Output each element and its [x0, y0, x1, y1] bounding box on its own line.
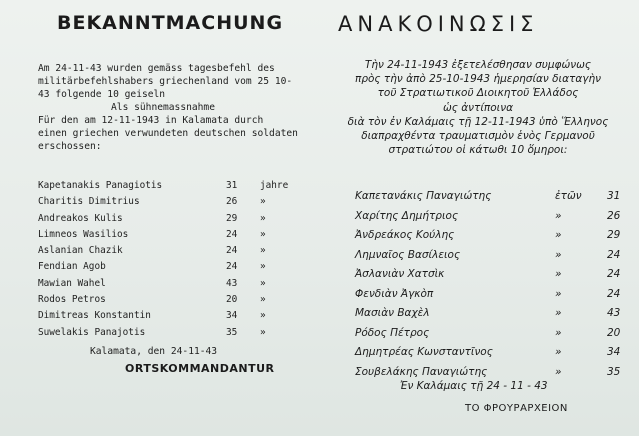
hostage-name: Σουβελάκης Παναγιώτης: [355, 365, 488, 378]
list-item: [38, 229, 298, 245]
list-item: [38, 327, 298, 343]
hostage-age: 43: [226, 277, 238, 289]
list-item: [38, 310, 298, 326]
list-item: [355, 268, 625, 288]
ditto-mark: »: [555, 346, 562, 358]
list-item: [38, 245, 298, 261]
hostage-age: 20: [607, 326, 621, 339]
german-intro-line: militärbefehlshabers griechenland vom 25 10-: [38, 76, 293, 87]
german-intro-line: 43 folgende 10 geiseln: [38, 89, 166, 100]
greek-place-date: Ἐν Καλάμαις τῇ 24 - 11 - 43: [400, 380, 548, 392]
hostage-age: 24: [226, 228, 238, 240]
hostage-name: Χαρίτης Δημήτριος: [355, 209, 459, 222]
ditto-mark: »: [555, 307, 562, 319]
ditto-mark: »: [555, 326, 562, 339]
german-intro-line: einen griechen verwundeten deutschen soldaten: [38, 128, 298, 139]
ditto-mark: »: [555, 229, 562, 241]
hostage-age: 29: [607, 229, 621, 241]
german-hostage-list: [38, 180, 298, 343]
greek-intro-line: στρατιώτου οἱ κάτωθι 10 ὅμηροι:: [388, 144, 568, 157]
list-item: [355, 249, 625, 269]
hostage-name: Aslanian Chazik: [38, 245, 123, 257]
ditto-mark: »: [260, 326, 266, 338]
hostage-age: 24: [226, 245, 238, 257]
hostage-age: 43: [607, 307, 621, 319]
ditto-mark: »: [260, 261, 266, 273]
ditto-mark: »: [260, 310, 266, 322]
hostage-name: Δημητρέας Κωνσταντῖνος: [355, 346, 493, 358]
greek-intro-line: ὡς ἀντίποινα: [442, 101, 514, 114]
greek-title: ΑΝΑΚΟΙΝΩΣΙΣ: [338, 12, 539, 36]
hostage-name: Mawian Wahel: [38, 277, 106, 289]
hostage-age: 24: [226, 261, 238, 273]
list-item: [355, 288, 625, 308]
age-unit: ἐτῶν: [555, 190, 582, 202]
hostage-age: 34: [607, 346, 621, 358]
hostage-name: Ρόδος Πέτρος: [355, 326, 430, 339]
greek-intro-line: Τὴν 24-11-1943 ἐξετελέσθησαν συμφώνως: [364, 59, 592, 71]
hostage-name: Καπετανάκις Παναγιώτης: [355, 190, 492, 202]
list-item: [38, 180, 298, 196]
german-intro-line: Für den am 12-11-1943 in Kalamata durch: [38, 115, 264, 126]
hostage-age: 26: [607, 209, 621, 222]
hostage-age: 31: [607, 190, 621, 202]
list-item: [38, 261, 298, 277]
hostage-age: 35: [226, 326, 238, 338]
german-intro-line: Am 24-11-43 wurden gemäss tagesbefehl des: [38, 63, 275, 74]
hostage-age: 31: [226, 180, 238, 191]
hostage-age: 34: [226, 310, 238, 322]
greek-hostage-list: [355, 190, 625, 385]
hostage-name: Μασιὰν Βαχὲλ: [355, 307, 430, 319]
ditto-mark: »: [260, 245, 266, 257]
list-item: [38, 278, 298, 294]
german-title: BEKANNTMACHUNG: [57, 12, 284, 34]
hostage-name: Ἀσλανιὰν Χατσὶκ: [355, 268, 445, 280]
german-intro: [38, 62, 308, 153]
hostage-age: 20: [226, 294, 238, 306]
hostage-name: Λημναῖος Βασίλειος: [355, 248, 461, 261]
ditto-mark: »: [555, 268, 562, 280]
list-item: [355, 229, 625, 249]
hostage-name: Rodos Petros: [38, 294, 106, 306]
ditto-mark: »: [555, 209, 562, 222]
german-place-date: Kalamata, den 24-11-43: [90, 346, 218, 357]
ditto-mark: »: [260, 228, 266, 240]
hostage-age: 24: [607, 268, 621, 280]
greek-intro-line: διαπραχθέντα τραυματισμὸν ἑνὸς Γερμανοῦ: [361, 129, 595, 142]
list-item: [355, 190, 625, 210]
hostage-age: 24: [607, 287, 621, 300]
ditto-mark: »: [555, 248, 562, 261]
hostage-name: Kapetanakis Panagiotis: [38, 180, 163, 191]
list-item: [355, 346, 625, 366]
ditto-mark: »: [260, 196, 266, 208]
age-unit: jahre: [260, 180, 289, 191]
hostage-name: Andreakos Kulis: [38, 212, 123, 224]
ditto-mark: »: [555, 287, 562, 300]
greek-intro: [320, 58, 636, 157]
hostage-name: Φενδιὰν Ἀγκὸπ: [355, 287, 434, 300]
list-item: [38, 196, 298, 212]
greek-signature: ΤΟ ΦΡΟΥΡΑΡΧΕΙΟΝ: [465, 403, 568, 414]
hostage-name: Suwelakis Panajotis: [38, 326, 146, 338]
greek-intro-line: διὰ τὸν ἐν Καλάμαις τῇ 12-11-1943 ὑπὸ Ἕλληνος: [347, 115, 609, 128]
hostage-age: 35: [607, 365, 621, 378]
greek-intro-line: τοῦ Στρατιωτικοῦ Διοικητοῦ Ἑλλάδος: [377, 87, 579, 100]
hostage-name: Fendian Agob: [38, 261, 106, 273]
ditto-mark: »: [260, 294, 266, 306]
list-item: [355, 307, 625, 327]
german-intro-line: Als sühnemassnahme: [111, 102, 215, 113]
list-item: [355, 210, 625, 230]
ditto-mark: »: [260, 212, 266, 224]
hostage-name: Ἀνδρεάκος Κούλης: [355, 229, 455, 241]
german-signature: ORTSKOMMANDANTUR: [125, 362, 275, 375]
hostage-age: 24: [607, 248, 621, 261]
list-item: [355, 327, 625, 347]
hostage-age: 26: [226, 196, 238, 208]
german-intro-line: erschossen:: [38, 141, 102, 152]
hostage-age: 29: [226, 212, 238, 224]
greek-intro-line: πρὸς τὴν ἀπὸ 25-10-1943 ἡμερησίαν διαταγὴν: [355, 73, 601, 86]
hostage-name: Limneos Wasilios: [38, 228, 129, 240]
hostage-name: Dimitreas Konstantin: [38, 310, 151, 322]
list-item: [38, 213, 298, 229]
ditto-mark: »: [260, 277, 266, 289]
hostage-name: Charitis Dimitrius: [38, 196, 140, 208]
ditto-mark: »: [555, 365, 562, 378]
list-item: [38, 294, 298, 310]
